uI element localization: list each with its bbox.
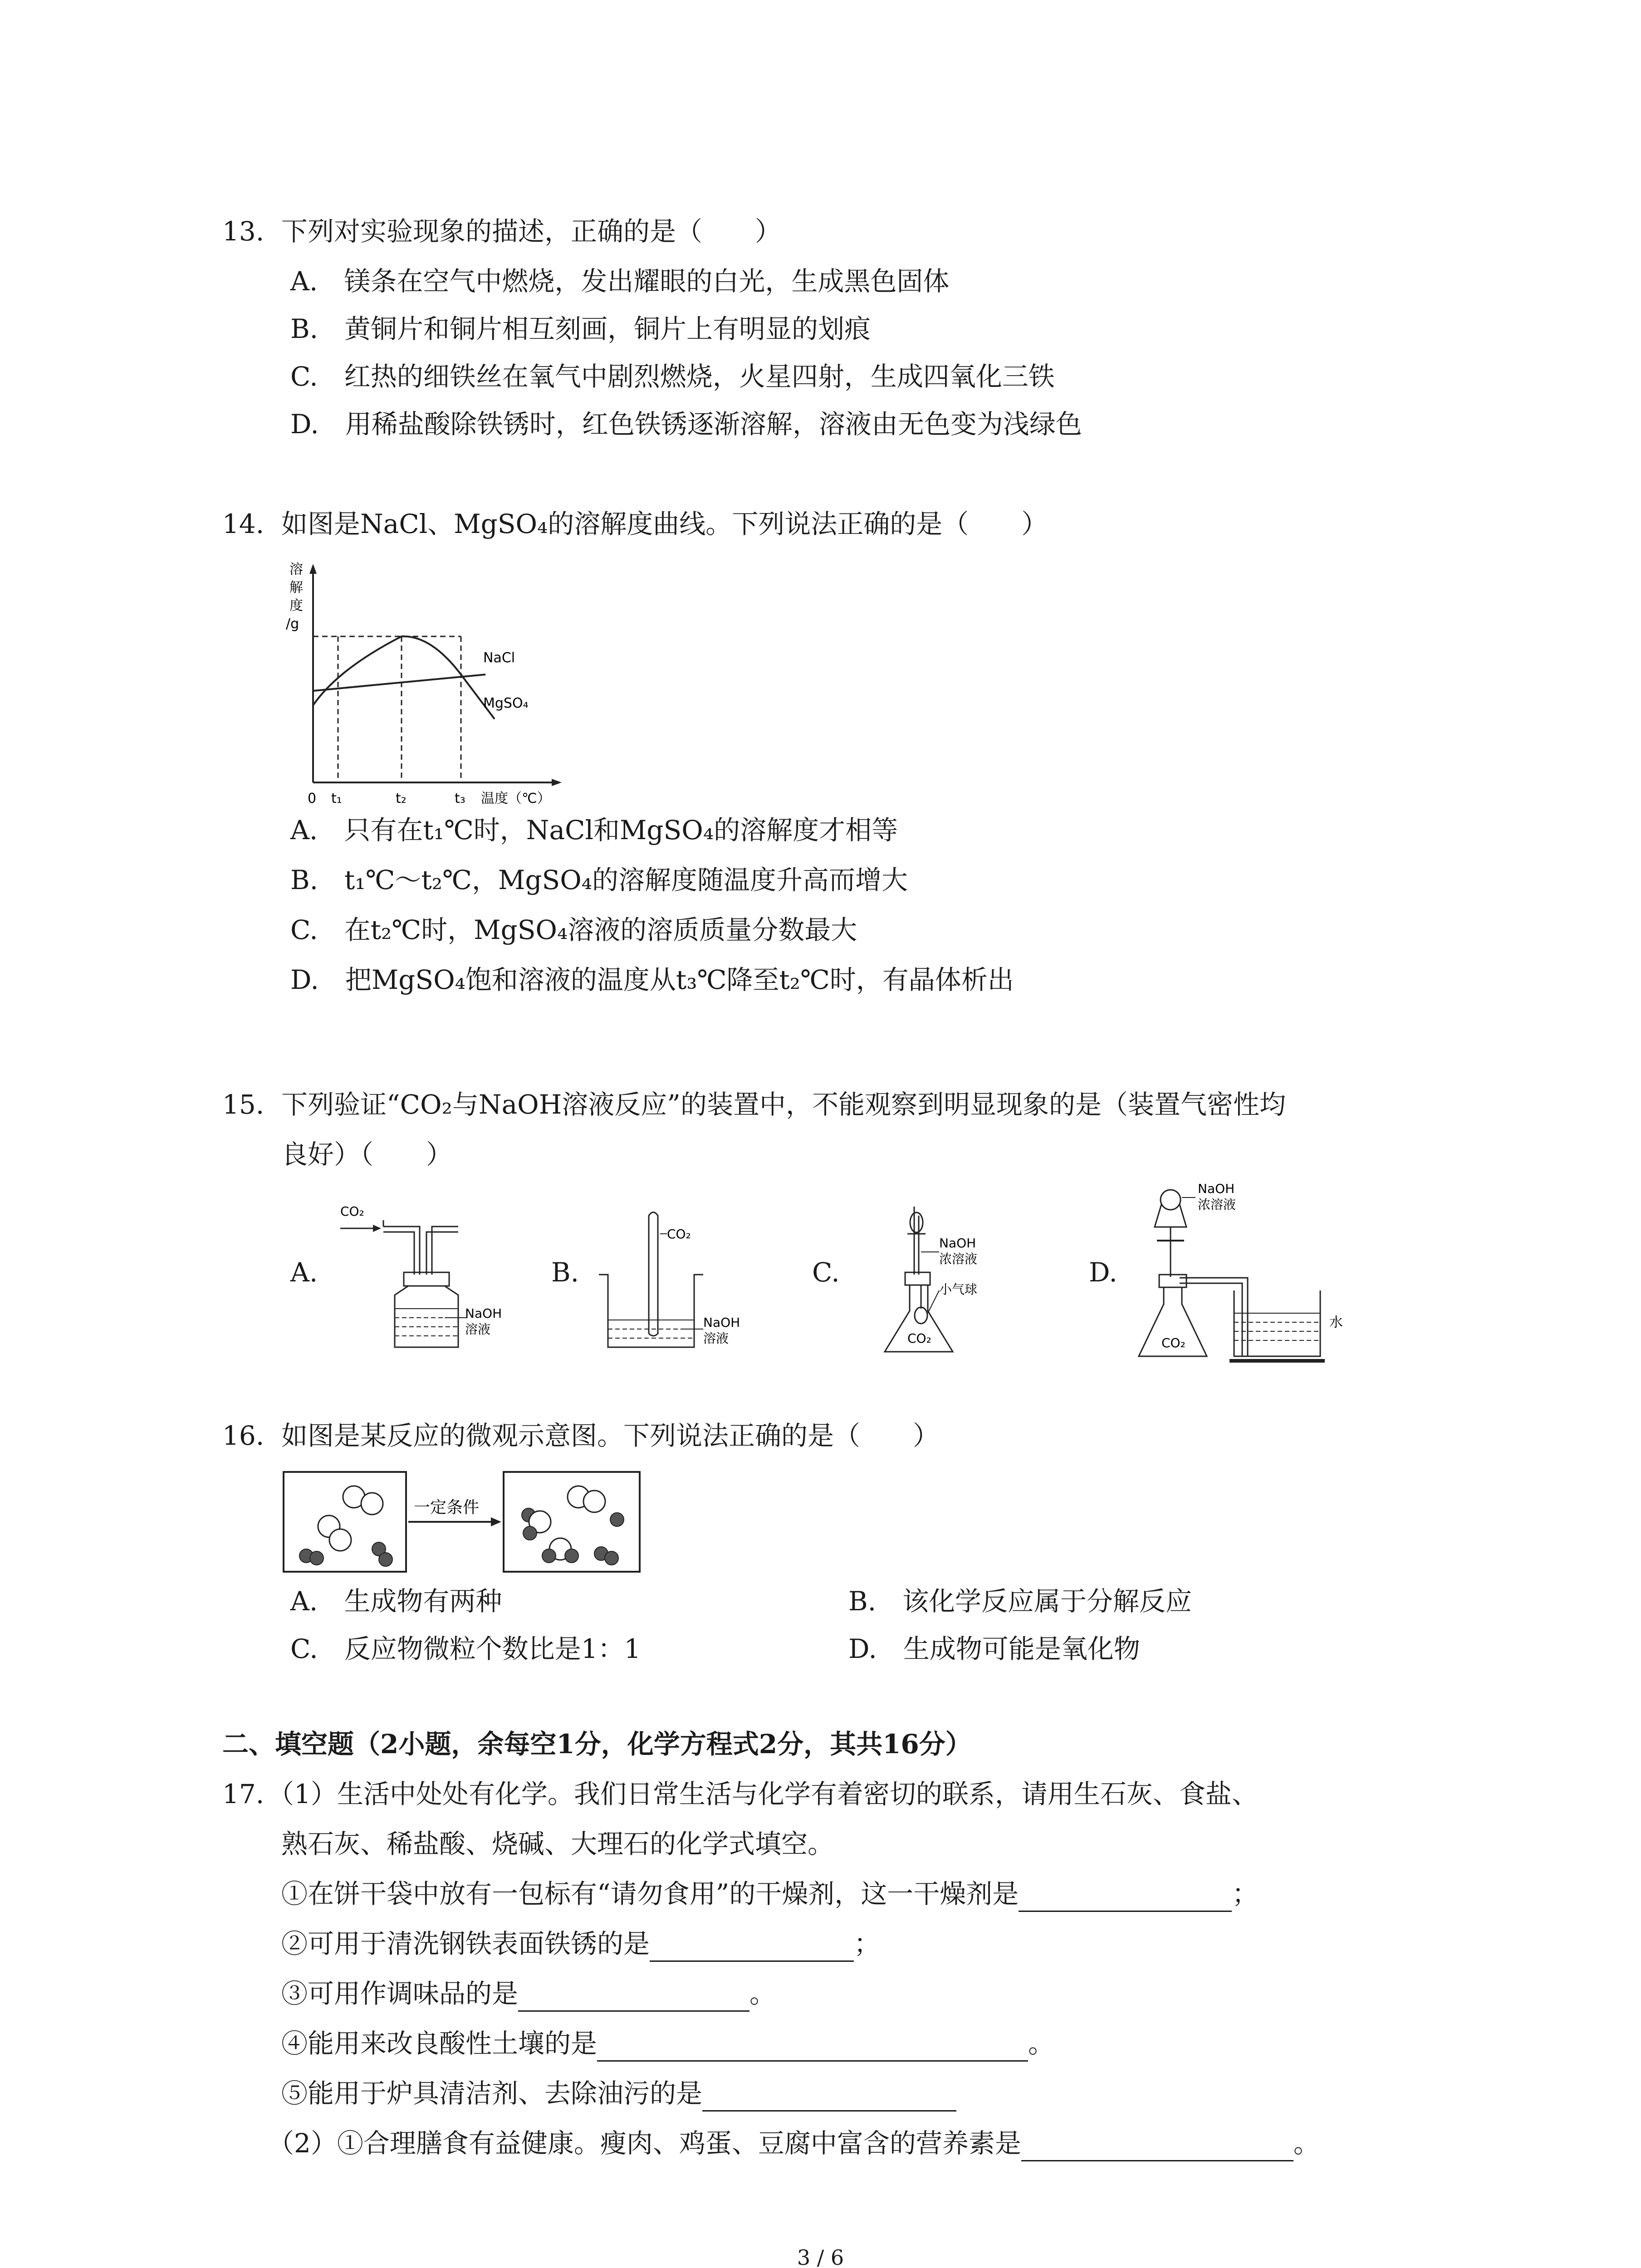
q17-item-3: ③可用作调味品的是 。: [281, 1975, 776, 2012]
answer-blank-1[interactable]: [1019, 1883, 1232, 1912]
q17-number: 17.: [222, 1779, 265, 1809]
svg-text:NaOH: NaOH: [703, 1315, 740, 1330]
svg-text:NaOH: NaOH: [939, 1236, 976, 1251]
apparatus-a: [336, 1198, 517, 1352]
q13-option-c: C. 红热的细铁丝在氧气中剧烈燃烧，火星四射，生成四氧化三铁: [290, 361, 1055, 392]
nacl-label: NaCl: [483, 650, 515, 666]
q14-option-c: C. 在t₂℃时，MgSO₄溶液的溶质质量分数最大: [290, 914, 857, 945]
q14-option-d: D. 把MgSO₄饱和溶液的温度从t₃℃降至t₂℃时，有晶体析出: [290, 964, 1014, 995]
q17-item-1: ①在饼干袋中放有一包标有“请勿食用”的干燥剂，这一干燥剂是 ；: [281, 1876, 1258, 1912]
svg-text:溶液: 溶液: [465, 1322, 491, 1337]
apparatus-b: [594, 1198, 744, 1352]
q14-number: 14.: [222, 508, 265, 539]
svg-text:浓溶液: 浓溶液: [1198, 1197, 1236, 1212]
svg-text:/g: /g: [286, 616, 299, 632]
section-2-title: 二、填空题（2小题，余每空1分，化学方程式2分，其共16分）: [222, 1729, 972, 1760]
svg-text:溶液: 溶液: [703, 1331, 729, 1346]
solubility-curve-graph: [281, 556, 572, 810]
svg-text:解: 解: [289, 580, 303, 596]
mgso4-curve: [313, 636, 495, 719]
q13-option-a: A. 镁条在空气中燃烧，发出耀眼的白光，生成黑色固体: [290, 266, 950, 297]
q17-item-5: ⑤能用于炉具清洁剂、去除油污的是: [281, 2075, 956, 2112]
apparatus-d: [1130, 1177, 1366, 1368]
q16-option-d: D. 生成物可能是氧化物: [848, 1633, 1140, 1664]
svg-text:水: 水: [1329, 1315, 1343, 1330]
mgso4-label: MgSO₄: [483, 695, 529, 711]
q15-figure-d-letter: D.: [1089, 1257, 1117, 1288]
q17-item-2: ②可用于清洗钢铁表面铁锈的是 ；: [281, 1926, 880, 1962]
q17-item-4: ④能用来改良酸性土壤的是 。: [281, 2025, 1054, 2062]
q16-option-c: C. 反应物微粒个数比是1：1: [290, 1633, 641, 1664]
svg-text:NaOH: NaOH: [465, 1306, 502, 1321]
tick-t3: t₃: [455, 791, 465, 807]
svg-text:NaOH: NaOH: [1198, 1181, 1235, 1196]
q15-figure-b-letter: B.: [551, 1257, 579, 1288]
tick-t2: t₂: [396, 791, 407, 807]
reaction-micro-diagram: [281, 1470, 653, 1579]
answer-blank-6[interactable]: [1021, 2133, 1293, 2161]
answer-blank-3[interactable]: [518, 1983, 749, 2012]
q13-option-b: B. 黄铜片和铜片相互刻画，铜片上有明显的划痕: [290, 313, 871, 344]
q17-part2: （2）①合理膳食有益健康。瘦肉、鸡蛋、豆腐中富含的营养素是 。: [268, 2125, 1320, 2161]
q15-stem-line1: 下列验证“CO₂与NaOH溶液反应”的装置中，不能观察到明显现象的是（装置气密性均: [281, 1089, 1286, 1120]
q15-stem-line2: 良好）（ ）: [281, 1139, 453, 1170]
svg-text:CO₂: CO₂: [907, 1331, 931, 1346]
svg-text:CO₂: CO₂: [1161, 1335, 1185, 1350]
q13-option-d: D. 用稀盐酸除铁锈时，红色铁锈逐渐溶解，溶液由无色变为浅绿色: [290, 409, 1082, 440]
svg-text:小气球: 小气球: [939, 1282, 978, 1297]
q13-number: 13.: [222, 216, 265, 247]
q17-intro-line2: 熟石灰、稀盐酸、烧碱、大理石的化学式填空。: [281, 1828, 834, 1859]
graph-xlabel: 温度（℃）: [481, 791, 551, 807]
q15-number: 15.: [222, 1089, 265, 1120]
answer-blank-2[interactable]: [650, 1933, 854, 1962]
svg-text:CO₂: CO₂: [667, 1227, 691, 1242]
svg-text:浓溶液: 浓溶液: [939, 1251, 978, 1266]
q16-stem: 如图是某反应的微观示意图。下列说法正确的是（ ）: [281, 1420, 940, 1451]
arrow-label: 一定条件: [414, 1498, 480, 1517]
q16-number: 16.: [222, 1420, 265, 1451]
apparatus-c: [862, 1198, 1025, 1361]
graph-ylabel: 溶: [289, 562, 303, 577]
answer-blank-4[interactable]: [597, 2033, 1028, 2062]
q15-figure-a-letter: A.: [290, 1257, 318, 1288]
q16-option-a: A. 生成物有两种: [290, 1586, 502, 1617]
q16-option-b: B. 该化学反应属于分解反应: [848, 1586, 1192, 1617]
q14-option-a: A. 只有在t₁℃时，NaCl和MgSO₄的溶解度才相等: [290, 815, 898, 846]
q14-stem: 如图是NaCl、MgSO₄的溶解度曲线。下列说法正确的是（ ）: [281, 508, 1048, 539]
page-number: 3 / 6: [797, 2245, 844, 2268]
graph-origin: 0: [308, 791, 317, 807]
q13-stem: 下列对实验现象的描述，正确的是（ ）: [281, 216, 782, 247]
svg-text:度: 度: [289, 598, 303, 614]
q15-figure-c-letter: C.: [812, 1257, 840, 1288]
q14-option-b: B. t₁℃～t₂℃，MgSO₄的溶解度随温度升高而增大: [290, 865, 908, 895]
q17-intro-line1: （1）生活中处处有化学。我们日常生活与化学有着密切的联系，请用生石灰、食盐、: [268, 1779, 1258, 1809]
tick-t1: t₁: [331, 791, 342, 807]
answer-blank-5[interactable]: [702, 2083, 956, 2112]
svg-text:CO₂: CO₂: [340, 1204, 364, 1219]
